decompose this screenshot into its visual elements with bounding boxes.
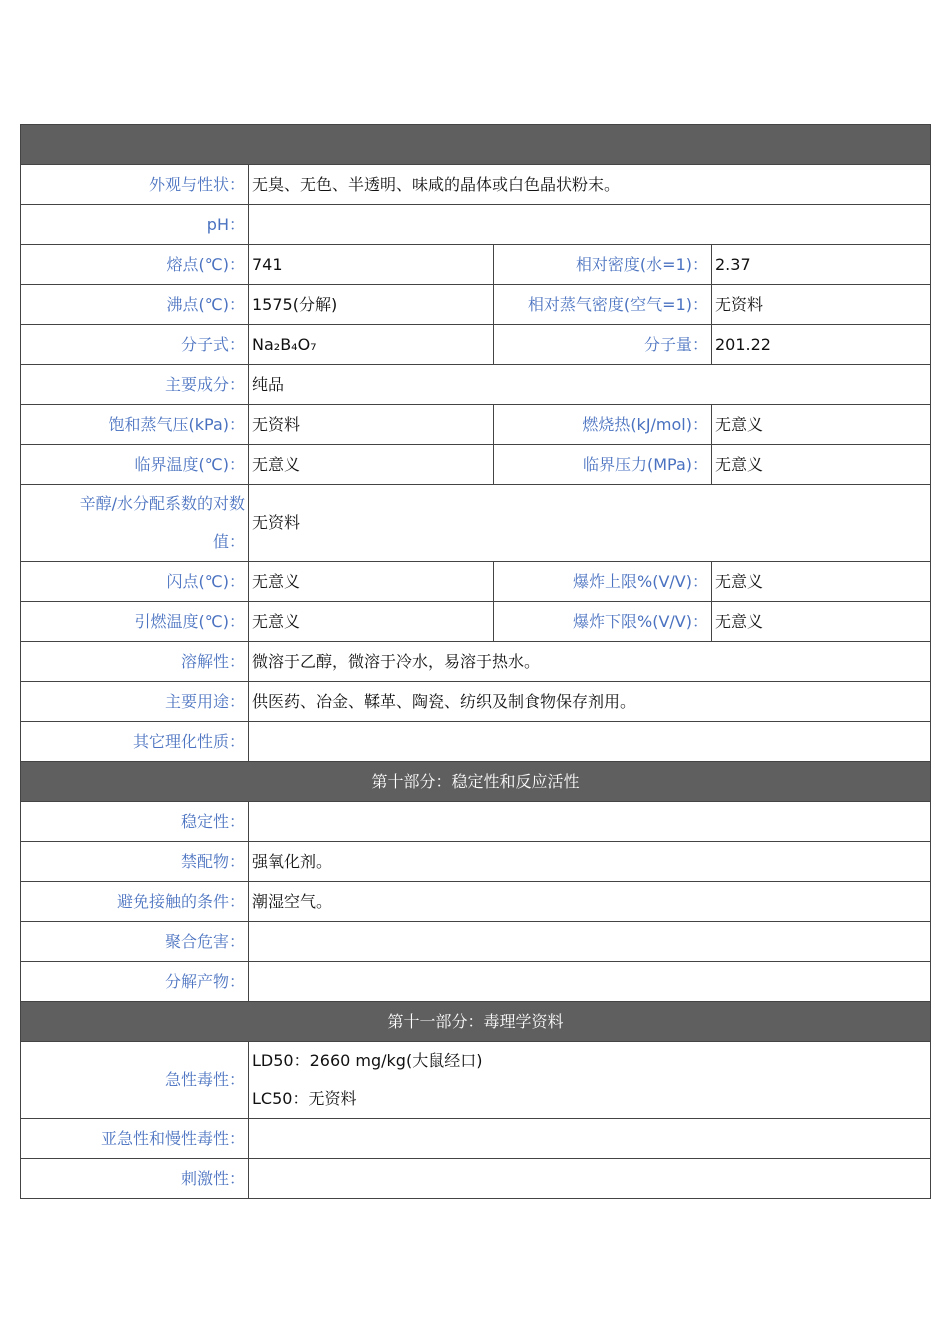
formula-label: 分子式： <box>21 325 249 365</box>
ignition-value: 无意义 <box>249 602 494 642</box>
rel-density-value: 2.37 <box>712 245 931 285</box>
row-stability <box>21 802 931 842</box>
rel-density-label: 相对密度(水=1)： <box>494 245 712 285</box>
row-avoid <box>21 882 931 922</box>
row-ignition <box>21 602 931 642</box>
stability-value <box>249 802 931 842</box>
vapor-pressure-label: 饱和蒸气压(kPa)： <box>21 405 249 445</box>
row-other <box>21 722 931 762</box>
logkow-value: 无资料 <box>252 513 301 532</box>
ignition-label: 引燃温度(℃)： <box>21 602 249 642</box>
row-boiling <box>21 285 931 325</box>
irritation-label: 刺激性： <box>21 1159 249 1199</box>
acute-ld50: LD50：2660 mg/kg(大鼠经口) <box>252 1051 483 1070</box>
row-logkow <box>21 485 931 562</box>
critical-temp-value: 无意义 <box>249 445 494 485</box>
lower-limit-value: 无意义 <box>712 602 931 642</box>
uses-value: 供医药、冶金、鞣革、陶瓷、纺织及制食物保存剂用。 <box>249 682 931 722</box>
logkow-label <box>21 485 249 562</box>
logkow-label-line1: 辛醇/水分配系数的对数 <box>79 494 245 513</box>
vapor-pressure-value: 无资料 <box>249 405 494 445</box>
row-flash <box>21 562 931 602</box>
section-9-header-row <box>21 125 931 165</box>
vapor-density-label: 相对蒸气密度(空气=1)： <box>494 285 712 325</box>
mw-label: 分子量： <box>494 325 712 365</box>
acute-value-cell <box>249 1042 931 1119</box>
avoid-value: 潮湿空气。 <box>249 882 931 922</box>
section-9-header <box>21 125 931 165</box>
row-polymerization <box>21 922 931 962</box>
row-composition <box>21 365 931 405</box>
row-irritation <box>21 1159 931 1199</box>
combustion-heat-label: 燃烧热(kJ/mol)： <box>494 405 712 445</box>
chronic-label: 亚急性和慢性毒性： <box>21 1119 249 1159</box>
row-ph <box>21 205 931 245</box>
irritation-value <box>249 1159 931 1199</box>
section-11-header: 第十一部分：毒理学资料 <box>21 1002 931 1042</box>
logkow-label-line2: 值： <box>212 532 245 551</box>
melting-value: 741 <box>249 245 494 285</box>
composition-label: 主要成分： <box>21 365 249 405</box>
row-incompatible <box>21 842 931 882</box>
lower-limit-label: 爆炸下限%(V/V)： <box>494 602 712 642</box>
acute-lc50: LC50：无资料 <box>252 1089 357 1108</box>
row-solubility <box>21 642 931 682</box>
row-melting <box>21 245 931 285</box>
row-critical <box>21 445 931 485</box>
critical-pressure-label: 临界压力(MPa)： <box>494 445 712 485</box>
other-label: 其它理化性质： <box>21 722 249 762</box>
flash-label: 闪点(℃)： <box>21 562 249 602</box>
vapor-density-value: 无资料 <box>712 285 931 325</box>
section-10-header: 第十部分：稳定性和反应活性 <box>21 762 931 802</box>
row-formula <box>21 325 931 365</box>
row-appearance <box>21 165 931 205</box>
chronic-value <box>249 1119 931 1159</box>
boiling-value: 1575(分解) <box>249 285 494 325</box>
ph-value <box>249 205 931 245</box>
incompatible-value: 强氧化剂。 <box>249 842 931 882</box>
acute-label-cell <box>21 1042 249 1119</box>
formula-value: Na₂B₄O₇ <box>249 325 494 365</box>
stability-label: 稳定性： <box>21 802 249 842</box>
logkow-value-cell <box>249 485 931 562</box>
solubility-value: 微溶于乙醇，微溶于冷水，易溶于热水。 <box>249 642 931 682</box>
row-chronic <box>21 1119 931 1159</box>
boiling-label: 沸点(℃)： <box>21 285 249 325</box>
appearance-label: 外观与性状： <box>21 165 249 205</box>
decomposition-label: 分解产物： <box>21 962 249 1002</box>
uses-label: 主要用途： <box>21 682 249 722</box>
polymerization-label: 聚合危害： <box>21 922 249 962</box>
other-value <box>249 722 931 762</box>
appearance-value: 无臭、无色、半透明、味咸的晶体或白色晶状粉末。 <box>249 165 931 205</box>
avoid-label: 避免接触的条件： <box>21 882 249 922</box>
solubility-label: 溶解性： <box>21 642 249 682</box>
row-vapor-pressure <box>21 405 931 445</box>
decomposition-value <box>249 962 931 1002</box>
ph-label: pH： <box>21 205 249 245</box>
combustion-heat-value: 无意义 <box>712 405 931 445</box>
row-uses <box>21 682 931 722</box>
row-decomposition <box>21 962 931 1002</box>
critical-pressure-value: 无意义 <box>712 445 931 485</box>
section-10-header-row <box>21 762 931 802</box>
polymerization-value <box>249 922 931 962</box>
mw-value: 201.22 <box>712 325 931 365</box>
upper-limit-label: 爆炸上限%(V/V)： <box>494 562 712 602</box>
acute-label: 急性毒性： <box>164 1070 245 1089</box>
critical-temp-label: 临界温度(℃)： <box>21 445 249 485</box>
msds-table <box>20 124 931 1199</box>
incompatible-label: 禁配物： <box>21 842 249 882</box>
flash-value: 无意义 <box>249 562 494 602</box>
composition-value: 纯品 <box>249 365 931 405</box>
upper-limit-value: 无意义 <box>712 562 931 602</box>
section-11-header-row <box>21 1002 931 1042</box>
row-acute <box>21 1042 931 1119</box>
melting-label: 熔点(℃)： <box>21 245 249 285</box>
